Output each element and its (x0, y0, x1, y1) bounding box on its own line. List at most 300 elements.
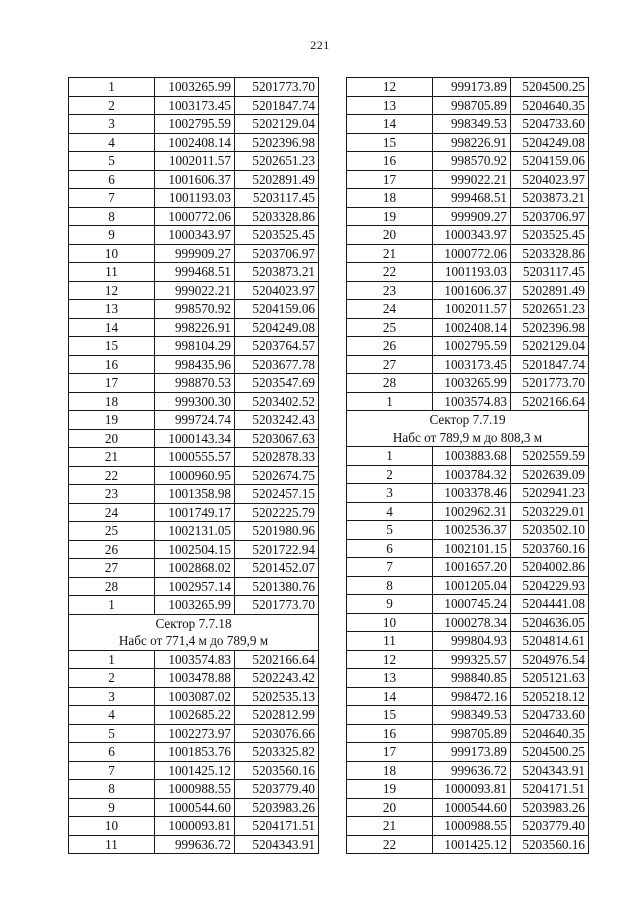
x-coordinate: 1001358.98 (155, 485, 235, 504)
x-coordinate: 1000093.81 (155, 817, 235, 836)
x-coordinate: 999804.93 (433, 632, 511, 651)
point-number: 5 (69, 152, 155, 171)
table-row (347, 798, 589, 817)
x-coordinate: 1000544.60 (155, 798, 235, 817)
point-number: 19 (347, 207, 433, 226)
point-number: 19 (69, 411, 155, 430)
point-number: 10 (347, 613, 433, 632)
x-coordinate: 998570.92 (155, 300, 235, 319)
y-coordinate: 5203067.63 (235, 429, 319, 448)
x-coordinate: 1000343.97 (433, 226, 511, 245)
table-row (347, 743, 589, 762)
y-coordinate: 5203779.40 (235, 780, 319, 799)
point-number: 12 (347, 650, 433, 669)
y-coordinate: 5202651.23 (511, 300, 589, 319)
x-coordinate: 998870.53 (155, 374, 235, 393)
table-row (347, 835, 589, 854)
x-coordinate: 998435.96 (155, 355, 235, 374)
point-number: 7 (347, 558, 433, 577)
point-number: 14 (69, 318, 155, 337)
y-coordinate: 5202129.04 (235, 115, 319, 134)
y-coordinate: 5204159.06 (511, 152, 589, 171)
point-number: 4 (69, 706, 155, 725)
table-row (69, 374, 319, 393)
y-coordinate: 5204249.08 (235, 318, 319, 337)
y-coordinate: 5202674.75 (235, 466, 319, 485)
x-coordinate: 998226.91 (433, 133, 511, 152)
sector-header-row (347, 411, 589, 429)
y-coordinate: 5203983.26 (235, 798, 319, 817)
point-number: 4 (69, 133, 155, 152)
table-row (69, 170, 319, 189)
y-coordinate: 5203328.86 (235, 207, 319, 226)
table-row (69, 411, 319, 430)
x-coordinate: 1003883.68 (433, 447, 511, 466)
table-row (69, 485, 319, 504)
point-number: 27 (347, 355, 433, 374)
point-number: 17 (69, 374, 155, 393)
point-number: 28 (69, 577, 155, 596)
point-number: 13 (69, 300, 155, 319)
y-coordinate: 5205121.63 (511, 669, 589, 688)
x-coordinate: 998570.92 (433, 152, 511, 171)
point-number: 5 (69, 724, 155, 743)
table-row (347, 318, 589, 337)
point-number: 15 (347, 706, 433, 725)
table-row (347, 207, 589, 226)
point-number: 28 (347, 374, 433, 393)
y-coordinate: 5201380.76 (235, 577, 319, 596)
point-number: 21 (347, 817, 433, 836)
point-number: 3 (347, 484, 433, 503)
y-coordinate: 5204171.51 (235, 817, 319, 836)
point-number: 18 (69, 392, 155, 411)
x-coordinate: 1003265.99 (433, 374, 511, 393)
x-coordinate: 1003784.32 (433, 465, 511, 484)
table-row (69, 115, 319, 134)
point-number: 1 (69, 650, 155, 669)
y-coordinate: 5204640.35 (511, 724, 589, 743)
y-coordinate: 5204733.60 (511, 115, 589, 134)
y-coordinate: 5201773.70 (511, 374, 589, 393)
table-row (347, 558, 589, 577)
point-number: 1 (69, 78, 155, 97)
point-number: 27 (69, 559, 155, 578)
table-row (69, 96, 319, 115)
x-coordinate: 1001749.17 (155, 503, 235, 522)
page-number: 221 (310, 38, 330, 52)
x-coordinate: 1003173.45 (433, 355, 511, 374)
y-coordinate: 5201847.74 (511, 355, 589, 374)
y-coordinate: 5204636.05 (511, 613, 589, 632)
x-coordinate: 998226.91 (155, 318, 235, 337)
x-coordinate: 998705.89 (433, 724, 511, 743)
point-number: 16 (347, 152, 433, 171)
x-coordinate: 1001657.20 (433, 558, 511, 577)
point-number: 24 (69, 503, 155, 522)
y-coordinate: 5202129.04 (511, 337, 589, 356)
y-coordinate: 5202457.15 (235, 485, 319, 504)
y-coordinate: 5203402.52 (235, 392, 319, 411)
sector-header-row (69, 632, 319, 650)
table-row (69, 724, 319, 743)
table-row (69, 152, 319, 171)
y-coordinate: 5204441.08 (511, 595, 589, 614)
x-coordinate: 1000555.57 (155, 448, 235, 467)
point-number: 11 (347, 632, 433, 651)
y-coordinate: 5201980.96 (235, 522, 319, 541)
y-coordinate: 5202243.42 (235, 669, 319, 688)
table-row (347, 706, 589, 725)
table-row (347, 650, 589, 669)
point-number: 22 (347, 263, 433, 282)
table-row (69, 337, 319, 356)
point-number: 10 (69, 244, 155, 263)
x-coordinate: 1002273.97 (155, 724, 235, 743)
table-row (347, 337, 589, 356)
point-number: 11 (69, 263, 155, 282)
x-coordinate: 999468.51 (433, 189, 511, 208)
y-coordinate: 5203873.21 (235, 263, 319, 282)
point-number: 15 (69, 337, 155, 356)
table-row (69, 466, 319, 485)
table-row (69, 355, 319, 374)
x-coordinate: 1001425.12 (433, 835, 511, 854)
point-number: 23 (347, 281, 433, 300)
x-coordinate: 1003265.99 (155, 78, 235, 97)
y-coordinate: 5204023.97 (511, 170, 589, 189)
x-coordinate: 1001193.03 (155, 189, 235, 208)
table-row (347, 687, 589, 706)
table-row (347, 780, 589, 799)
table-row (347, 392, 589, 411)
table-row (69, 207, 319, 226)
y-coordinate: 5202166.64 (511, 392, 589, 411)
y-coordinate: 5201452.07 (235, 559, 319, 578)
y-coordinate: 5205218.12 (511, 687, 589, 706)
point-number: 17 (347, 743, 433, 762)
table-row (347, 115, 589, 134)
x-coordinate: 999636.72 (433, 761, 511, 780)
x-coordinate: 999636.72 (155, 835, 235, 854)
table-row (347, 170, 589, 189)
point-number: 9 (347, 595, 433, 614)
x-coordinate: 999022.21 (433, 170, 511, 189)
x-coordinate: 1003265.99 (155, 596, 235, 615)
y-coordinate: 5204733.60 (511, 706, 589, 725)
table-row (69, 448, 319, 467)
y-coordinate: 5202225.79 (235, 503, 319, 522)
table-row (347, 152, 589, 171)
point-number: 26 (347, 337, 433, 356)
point-number: 13 (347, 96, 433, 115)
y-coordinate: 5202396.98 (235, 133, 319, 152)
y-coordinate: 5202891.49 (235, 170, 319, 189)
x-coordinate: 999300.30 (155, 392, 235, 411)
table-row (347, 539, 589, 558)
table-row (69, 78, 319, 97)
table-row (347, 817, 589, 836)
y-coordinate: 5204500.25 (511, 78, 589, 97)
table-row (69, 300, 319, 319)
x-coordinate: 1001606.37 (155, 170, 235, 189)
y-coordinate: 5203325.82 (235, 743, 319, 762)
point-number: 17 (347, 170, 433, 189)
x-coordinate: 999909.27 (433, 207, 511, 226)
y-coordinate: 5201847.74 (235, 96, 319, 115)
point-number: 12 (347, 78, 433, 97)
x-coordinate: 1002504.15 (155, 540, 235, 559)
table-row (69, 650, 319, 669)
x-coordinate: 999022.21 (155, 281, 235, 300)
y-coordinate: 5203076.66 (235, 724, 319, 743)
table-row (347, 355, 589, 374)
table-row (69, 743, 319, 762)
point-number: 14 (347, 115, 433, 134)
point-number: 2 (347, 465, 433, 484)
point-number: 12 (69, 281, 155, 300)
table-row (347, 484, 589, 503)
y-coordinate: 5203764.57 (235, 337, 319, 356)
table-row (69, 429, 319, 448)
y-coordinate: 5203328.86 (511, 244, 589, 263)
y-coordinate: 5204002.86 (511, 558, 589, 577)
sector-header-text: Сектор 7.7.19 (347, 411, 589, 429)
y-coordinate: 5203873.21 (511, 189, 589, 208)
sector-header-text: Сектор 7.7.18 (69, 614, 319, 632)
point-number: 25 (69, 522, 155, 541)
table-row (69, 577, 319, 596)
table-row (347, 669, 589, 688)
table-row (347, 189, 589, 208)
table-row (347, 263, 589, 282)
x-coordinate: 1000093.81 (433, 780, 511, 799)
x-coordinate: 998349.53 (433, 115, 511, 134)
x-coordinate: 1002408.14 (433, 318, 511, 337)
y-coordinate: 5204229.93 (511, 576, 589, 595)
y-coordinate: 5202166.64 (235, 650, 319, 669)
point-number: 26 (69, 540, 155, 559)
y-coordinate: 5203560.16 (235, 761, 319, 780)
y-coordinate: 5201773.70 (235, 596, 319, 615)
x-coordinate: 1000988.55 (433, 817, 511, 836)
point-number: 21 (347, 244, 433, 263)
x-coordinate: 998705.89 (433, 96, 511, 115)
table-row (347, 96, 589, 115)
table-row (69, 281, 319, 300)
x-coordinate: 1002101.15 (433, 539, 511, 558)
table-row (69, 669, 319, 688)
point-number: 2 (69, 96, 155, 115)
table-row (69, 226, 319, 245)
y-coordinate: 5204976.54 (511, 650, 589, 669)
coordinates-table-left (68, 77, 319, 854)
point-number: 18 (347, 189, 433, 208)
x-coordinate: 1000772.06 (433, 244, 511, 263)
y-coordinate: 5203677.78 (235, 355, 319, 374)
table-row (69, 559, 319, 578)
point-number: 1 (347, 447, 433, 466)
x-coordinate: 1000544.60 (433, 798, 511, 817)
x-coordinate: 1003378.46 (433, 484, 511, 503)
y-coordinate: 5204343.91 (235, 835, 319, 854)
y-coordinate: 5203117.45 (511, 263, 589, 282)
point-number: 9 (69, 798, 155, 817)
x-coordinate: 1000343.97 (155, 226, 235, 245)
point-number: 22 (69, 466, 155, 485)
table-row (69, 133, 319, 152)
y-coordinate: 5202812.99 (235, 706, 319, 725)
table-row (347, 502, 589, 521)
table-row (347, 244, 589, 263)
y-coordinate: 5203502.10 (511, 521, 589, 540)
table-row (69, 817, 319, 836)
table-row (69, 189, 319, 208)
point-number: 6 (69, 743, 155, 762)
y-coordinate: 5202396.98 (511, 318, 589, 337)
y-coordinate: 5203117.45 (235, 189, 319, 208)
y-coordinate: 5203706.97 (235, 244, 319, 263)
coordinates-table-left-body (69, 78, 319, 854)
x-coordinate: 1003173.45 (155, 96, 235, 115)
y-coordinate: 5201722.94 (235, 540, 319, 559)
x-coordinate: 1002685.22 (155, 706, 235, 725)
table-row (69, 263, 319, 282)
x-coordinate: 1002131.05 (155, 522, 235, 541)
table-row (347, 613, 589, 632)
x-coordinate: 1000988.55 (155, 780, 235, 799)
point-number: 22 (347, 835, 433, 854)
point-number: 16 (347, 724, 433, 743)
y-coordinate: 5203242.43 (235, 411, 319, 430)
x-coordinate: 1001205.04 (433, 576, 511, 595)
point-number: 14 (347, 687, 433, 706)
y-coordinate: 5203760.16 (511, 539, 589, 558)
point-number: 8 (69, 780, 155, 799)
point-number: 5 (347, 521, 433, 540)
point-number: 3 (69, 115, 155, 134)
x-coordinate: 999909.27 (155, 244, 235, 263)
y-coordinate: 5204171.51 (511, 780, 589, 799)
y-coordinate: 5203706.97 (511, 207, 589, 226)
x-coordinate: 998104.29 (155, 337, 235, 356)
x-coordinate: 1000960.95 (155, 466, 235, 485)
point-number: 21 (69, 448, 155, 467)
x-coordinate: 1003574.83 (155, 650, 235, 669)
table-row (347, 374, 589, 393)
x-coordinate: 1002795.59 (433, 337, 511, 356)
x-coordinate: 1002795.59 (155, 115, 235, 134)
point-number: 13 (347, 669, 433, 688)
x-coordinate: 1000278.34 (433, 613, 511, 632)
x-coordinate: 1003087.02 (155, 687, 235, 706)
point-number: 1 (347, 392, 433, 411)
table-row (69, 392, 319, 411)
y-coordinate: 5202878.33 (235, 448, 319, 467)
sector-header-text: Набс от 771,4 м до 789,9 м (69, 632, 319, 650)
table-row (69, 706, 319, 725)
point-number: 1 (69, 596, 155, 615)
point-number: 3 (69, 687, 155, 706)
point-number: 18 (347, 761, 433, 780)
y-coordinate: 5204249.08 (511, 133, 589, 152)
point-number: 7 (69, 189, 155, 208)
y-coordinate: 5203525.45 (511, 226, 589, 245)
sector-header-row (69, 614, 319, 632)
table-row (347, 78, 589, 97)
y-coordinate: 5202941.23 (511, 484, 589, 503)
x-coordinate: 1000772.06 (155, 207, 235, 226)
y-coordinate: 5203779.40 (511, 817, 589, 836)
table-row (347, 595, 589, 614)
table-row (69, 687, 319, 706)
y-coordinate: 5203983.26 (511, 798, 589, 817)
x-coordinate: 998840.85 (433, 669, 511, 688)
x-coordinate: 1002957.14 (155, 577, 235, 596)
table-row (69, 540, 319, 559)
table-row (69, 503, 319, 522)
y-coordinate: 5203229.01 (511, 502, 589, 521)
coordinates-table-right-body (347, 78, 589, 854)
x-coordinate: 999173.89 (433, 78, 511, 97)
point-number: 4 (347, 502, 433, 521)
y-coordinate: 5204640.35 (511, 96, 589, 115)
x-coordinate: 1002536.37 (433, 521, 511, 540)
y-coordinate: 5202535.13 (235, 687, 319, 706)
x-coordinate: 999468.51 (155, 263, 235, 282)
table-row (347, 281, 589, 300)
x-coordinate: 1002868.02 (155, 559, 235, 578)
y-coordinate: 5204159.06 (235, 300, 319, 319)
point-number: 6 (69, 170, 155, 189)
table-row (69, 522, 319, 541)
point-number: 8 (69, 207, 155, 226)
table-row (347, 632, 589, 651)
x-coordinate: 1001193.03 (433, 263, 511, 282)
table-row (347, 576, 589, 595)
y-coordinate: 5203525.45 (235, 226, 319, 245)
point-number: 10 (69, 817, 155, 836)
point-number: 16 (69, 355, 155, 374)
table-row (69, 761, 319, 780)
y-coordinate: 5203547.69 (235, 374, 319, 393)
point-number: 20 (347, 226, 433, 245)
x-coordinate: 1002962.31 (433, 502, 511, 521)
point-number: 7 (69, 761, 155, 780)
point-number: 15 (347, 133, 433, 152)
table-row (347, 521, 589, 540)
table-row (69, 596, 319, 615)
table-row (347, 133, 589, 152)
point-number: 6 (347, 539, 433, 558)
point-number: 25 (347, 318, 433, 337)
table-row (347, 300, 589, 319)
point-number: 11 (69, 835, 155, 854)
x-coordinate: 1002408.14 (155, 133, 235, 152)
coordinates-table-right (346, 77, 589, 854)
x-coordinate: 999173.89 (433, 743, 511, 762)
point-number: 20 (69, 429, 155, 448)
y-coordinate: 5204343.91 (511, 761, 589, 780)
y-coordinate: 5202559.59 (511, 447, 589, 466)
table-row (347, 724, 589, 743)
table-row (347, 761, 589, 780)
x-coordinate: 1001425.12 (155, 761, 235, 780)
x-coordinate: 1001606.37 (433, 281, 511, 300)
y-coordinate: 5204500.25 (511, 743, 589, 762)
x-coordinate: 1003478.88 (155, 669, 235, 688)
x-coordinate: 1001853.76 (155, 743, 235, 762)
